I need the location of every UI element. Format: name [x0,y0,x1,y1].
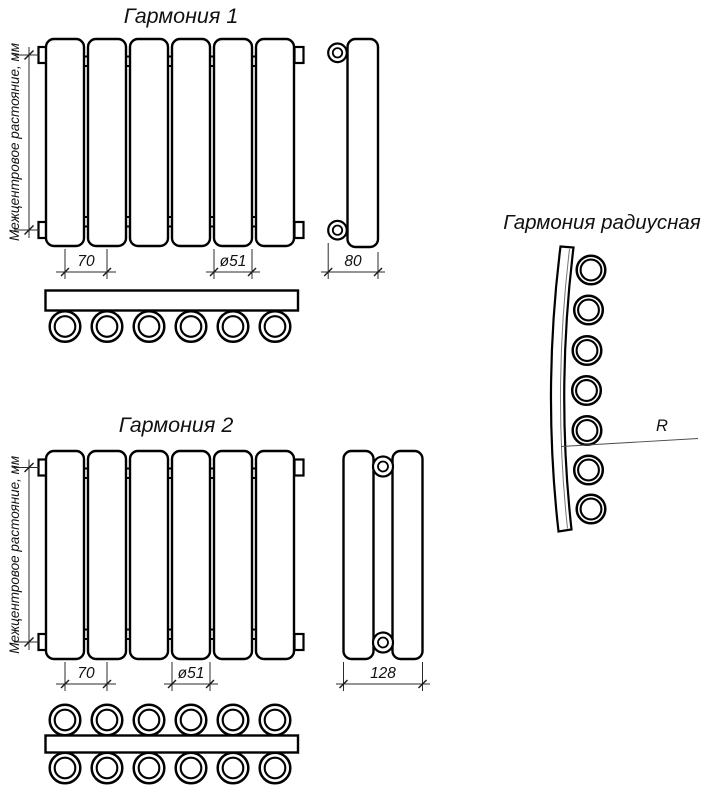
connection-circle-inner [378,638,388,648]
end-fitting [295,460,304,476]
tube-circle-inner [223,316,244,337]
tube-circle-inner [181,710,202,731]
tube [256,39,294,246]
depth-dim-label: 80 [344,253,362,270]
collector [46,736,299,753]
harmony2-dim-pitch [56,662,116,691]
tube-circle-inner [55,316,76,337]
collector [46,291,299,311]
tube [256,451,294,659]
tube [88,39,126,246]
tube-circle-inner [97,316,118,337]
nipple [252,630,256,640]
tube [46,39,84,246]
nipple [252,57,256,67]
tube-circle-inner [578,460,599,481]
nipple [126,57,130,67]
nipple [210,217,214,227]
nipple [126,469,130,479]
tube [130,451,168,659]
diameter-dim-label: ø51 [219,253,247,270]
tube-circle-inner [581,499,602,520]
harmony1-dim-diameter [206,249,260,279]
tube-circle-inner [223,758,244,779]
harmony2-vertical-dimension [7,456,39,654]
connection-circle-inner [333,226,342,235]
nipple [84,630,88,640]
tube-circle-inner [181,758,202,779]
nipple [252,217,256,227]
nipple [168,469,172,479]
nipple [168,630,172,640]
tube-circle-inner [577,340,598,361]
tube-circle-inner [97,758,118,779]
tube [214,39,252,246]
tube-circle-inner [265,710,286,731]
tube-circle-inner [578,300,599,321]
harmony1-top-view [46,291,299,342]
harmony2-top-view [46,705,299,784]
tube-circle-inner [55,758,76,779]
nipple [84,217,88,227]
pitch-dim-label: 70 [77,665,95,682]
side-body [348,39,379,247]
nipple [84,469,88,479]
depth-dim-label: 128 [370,665,396,682]
nipple [168,57,172,67]
nipple [210,630,214,640]
harmony2-side-view [344,451,423,659]
harmony2-title: Гармония 2 [118,413,234,437]
nipple [210,469,214,479]
tube-circle-inner [581,260,602,281]
diameter-dim-label: ø51 [177,665,205,682]
harmony1-side-view [328,39,378,247]
tube [172,451,210,659]
end-fitting [295,222,304,238]
harmony1-vertical-dimension [7,43,39,241]
harmony-radius-section [503,211,701,532]
connection-circle-inner [378,462,388,472]
tube-circle-inner [55,710,76,731]
tube-circle-inner [139,758,160,779]
harmony1-dim-depth [321,243,385,279]
tube-circle-inner [181,316,202,337]
harmony1-front-view [39,39,304,246]
harmony1-dim-pitch [56,249,116,279]
tube-circle-inner [265,758,286,779]
tube [130,39,168,246]
end-fitting [295,47,304,63]
tube-circle-inner [97,710,118,731]
tube-circle-inner [139,316,160,337]
nipple [168,217,172,227]
curved-collector [551,247,574,532]
tube [172,39,210,246]
harmony2-dim-depth [336,662,430,691]
tube [46,451,84,659]
nipple [126,217,130,227]
harmony1-section [7,4,385,342]
center-distance-label: Межцентровое растояние, мм [7,43,22,241]
side-body-front-row [344,451,374,659]
harmony-radius-top-view [551,247,605,532]
nipple [252,469,256,479]
tube-circle-inner [223,710,244,731]
harmony2-front-view [39,451,304,659]
harmony-radius-title: Гармония радиусная [503,211,701,234]
radius-label: R [656,417,668,435]
tube [88,451,126,659]
tube-circle-inner [139,710,160,731]
harmony1-title: Гармония 1 [123,4,239,28]
connection-circle-inner [333,48,342,57]
tube [214,451,252,659]
nipple [210,57,214,67]
tube-circle-inner [576,380,597,401]
nipple [126,630,130,640]
tube-circle-inner [577,420,598,441]
harmony2-section [7,413,430,783]
harmony2-dim-diameter [164,662,218,691]
tube-circle-inner [265,316,286,337]
side-body-back-row [393,451,423,659]
pitch-dim-label: 70 [77,253,95,270]
center-distance-label: Межцентровое растояние, мм [7,455,22,654]
nipple [84,57,88,67]
end-fitting [295,634,304,650]
